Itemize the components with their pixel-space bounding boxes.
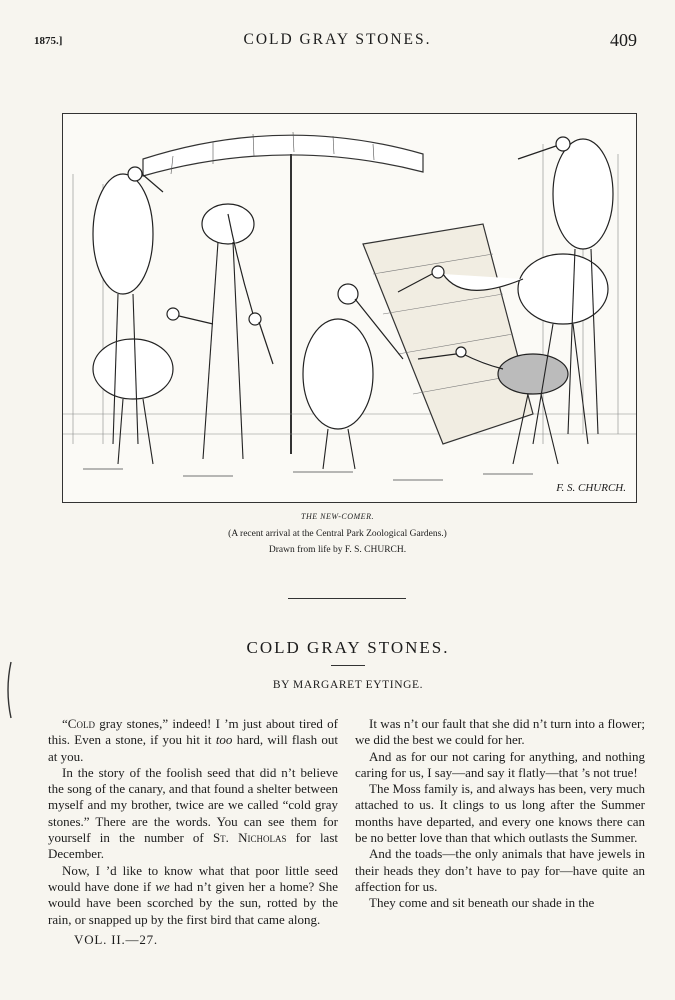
paragraph: Now, I ’d like to know what that poor little seed would have done if we had n’t given her a home? She would have been scorched by the sun, rotted by the rain, or snapped up by the first bird that came along. bbox=[48, 862, 338, 927]
title-underline bbox=[331, 665, 365, 666]
volume-signature: VOL. II.—27. bbox=[74, 932, 158, 947]
paragraph: It was n’t our fault that she did n’t turn into a flower; we did the best we could for her. bbox=[355, 716, 645, 748]
paragraph: The Moss family is, and always has been, very much attached to us. It clings to us long after the Summer months have departed, and every one knows there can be no better love than that which outlasts the Summer. bbox=[355, 781, 645, 846]
text-column-right bbox=[355, 716, 645, 912]
caption-title: THE NEW-COMER. bbox=[301, 512, 374, 521]
running-title: COLD GRAY STONES. bbox=[243, 31, 432, 48]
paragraph: And as for our not caring for anything, and nothing caring for us, I say—and say it flatly—that ’s not true! bbox=[355, 748, 645, 780]
artist-signature: F. S. CHURCH. bbox=[556, 482, 626, 494]
article-title: COLD GRAY STONES. bbox=[246, 638, 450, 657]
illustration-birds bbox=[62, 113, 637, 503]
engraving-drawing bbox=[63, 114, 636, 502]
caption-credit: Drawn from life by F. S. CHURCH. bbox=[268, 545, 407, 555]
header-year: 1875.] bbox=[34, 35, 63, 47]
paragraph: In the story of the foolish seed that did n’t believe the song of the canary, and that found a shelter between myself and my brother, twice are we called “cold gray stones.” There are the words. You can see them for yourself in the number of St. Nicholas for last December. bbox=[48, 764, 338, 862]
caption-subtitle: (A recent arrival at the Central Park Zoological Gardens.) bbox=[228, 529, 447, 539]
paragraph: They come and sit beneath our shade in the bbox=[369, 895, 595, 911]
article-byline: BY MARGARET EYTINGE. bbox=[272, 679, 424, 691]
paragraph: “Cold gray stones,” indeed! I ’m just about tired of this. Even a stone, if you hit it too hard, will flash out at you. bbox=[48, 716, 338, 764]
section-divider bbox=[288, 598, 406, 599]
text-column-left bbox=[48, 716, 338, 928]
margin-bracket bbox=[3, 660, 17, 720]
page-number: 409 bbox=[610, 30, 637, 50]
paragraph: And the toads—the only animals that have jewels in their heads they don’t have to pay for—have quite an affection for us. bbox=[355, 846, 645, 894]
